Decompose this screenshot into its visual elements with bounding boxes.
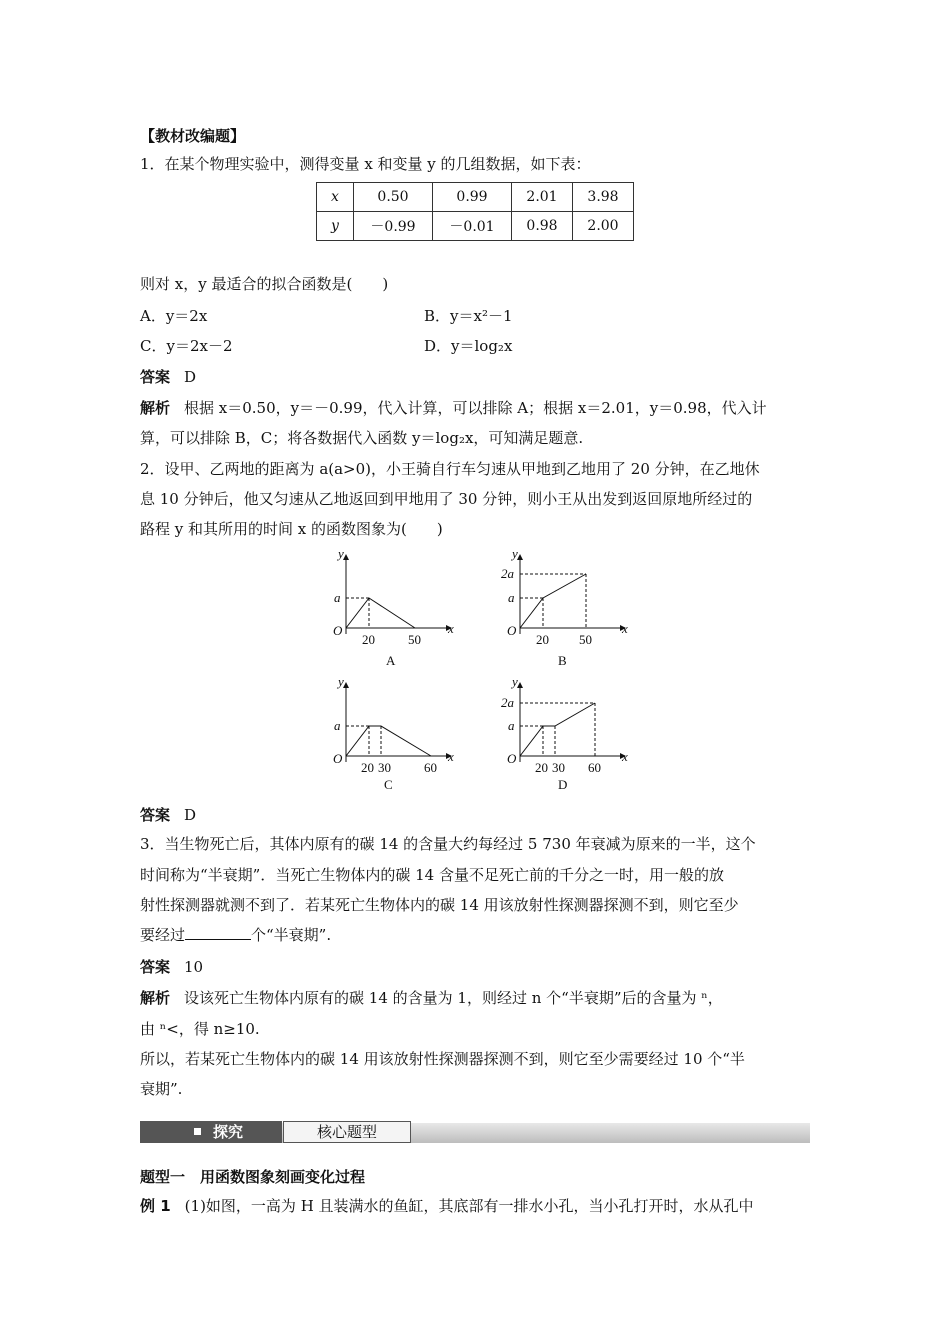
type1-title: 题型一 用函数图象刻画变化过程 <box>140 1168 366 1186</box>
example-text: (1)如图，一高为 H 且装满水的鱼缸，其底部有一排水小孔，当小孔打开时，水从孔中 <box>184 1197 754 1215</box>
x-tick-label: 60 <box>588 760 601 775</box>
q1-option-c: C．y＝2x－2 <box>140 337 233 355</box>
q3-analysis-line2: 由 ⁿ<，得 n≥10. <box>140 1020 260 1038</box>
x-tick-label: 50 <box>579 632 592 647</box>
table-cell: －0.01 <box>433 212 512 241</box>
q1-analysis-line1 <box>140 398 767 418</box>
banner-right: 核心题型 <box>283 1121 411 1143</box>
banner-left-label: 探究 <box>213 1123 244 1141</box>
q3-line3: 射性探测器就测不到了．若某死亡生物体内的碳 14 用该放射性探测器探测不到，则它至少 <box>140 896 739 914</box>
q1-option-b: B．y＝x²－1 <box>424 307 513 325</box>
q3-line2: 时间称为“半衰期”．当死亡生物体内的碳 14 含量不足死亡前的千分之一时，用一般的放 <box>140 866 724 884</box>
origin-label: O <box>507 751 517 766</box>
q2-line3: 路程 y 和其所用的时间 x 的函数图象为( ) <box>140 520 443 538</box>
answer-label: 答案 <box>140 368 171 386</box>
analysis-label: 解析 <box>140 399 171 417</box>
y-axis-arrow <box>517 682 523 688</box>
graph-caption: C <box>384 777 393 792</box>
analysis-text: 根据 x＝0.50，y＝－0.99，代入计算，可以排除 A；根据 x＝2.01，y＝0.98，代入计 <box>184 399 767 417</box>
graph-caption: B <box>558 653 567 668</box>
banner-left <box>140 1121 282 1143</box>
table-header-y: y <box>331 218 339 234</box>
y-axis-arrow <box>343 554 349 560</box>
origin-label: O <box>333 623 343 638</box>
table-cell: 2.01 <box>512 183 573 212</box>
graph-a <box>318 548 458 673</box>
example-label: 例 1 <box>140 1197 171 1215</box>
q1-analysis-line2: 算，可以排除 B，C；将各数据代入函数 y＝log₂x，可知满足题意. <box>140 429 584 447</box>
table-cell: －0.99 <box>354 212 433 241</box>
q2-line1: 2．设甲、乙两地的距离为 a(a>0)，小王骑自行车匀速从甲地到乙地用了 20 分钟，在乙地休 <box>140 460 760 478</box>
table-row <box>317 212 634 241</box>
table-cell: 0.99 <box>433 183 512 212</box>
x-tick-label: 20 <box>362 632 375 647</box>
origin-label: O <box>333 751 343 766</box>
y-tick-label: a <box>508 590 515 605</box>
y-tick-label: a <box>334 718 341 733</box>
y-tick-label: a <box>334 590 341 605</box>
x-tick-label: 30 <box>378 760 391 775</box>
table-cell: 3.98 <box>573 183 634 212</box>
x-axis-label: x <box>448 621 454 636</box>
q1-answer <box>140 367 196 387</box>
answer-value: 10 <box>184 958 204 976</box>
table-cell: 2.00 <box>573 212 634 241</box>
x-axis-label: x <box>448 749 454 764</box>
x-axis-label: x <box>622 621 628 636</box>
q3-analysis-line1 <box>140 988 723 1008</box>
q1-ask: 则对 x，y 最适合的拟合函数是( ) <box>140 275 389 293</box>
graph-a-curve <box>346 598 415 628</box>
table-row <box>317 183 634 212</box>
q1-stem: 1．在某个物理实验中，测得变量 x 和变量 y 的几组数据，如下表： <box>140 155 591 173</box>
y-axis-label: y <box>338 676 344 689</box>
origin-label: O <box>507 623 517 638</box>
q3-analysis-line4: 衰期”. <box>140 1080 183 1098</box>
y-tick-label: 2a <box>501 695 514 710</box>
x-tick-label: 20 <box>536 632 549 647</box>
x-tick-label: 20 <box>535 760 548 775</box>
answer-blank[interactable] <box>185 925 251 940</box>
example1 <box>140 1196 754 1216</box>
y-tick-label: 2a <box>501 566 514 581</box>
x-tick-label: 20 <box>361 760 374 775</box>
answer-value: D <box>184 806 197 824</box>
x-axis-label: x <box>622 749 628 764</box>
graph-caption: A <box>386 653 396 668</box>
analysis-text: 设该死亡生物体内原有的碳 14 的含量为 1，则经过 n 个“半衰期”后的含量为 ⁿ， <box>184 989 723 1007</box>
q3-answer <box>140 957 203 977</box>
q1-data-table <box>316 182 634 241</box>
q1-option-a: A．y＝2x <box>140 307 208 325</box>
y-axis-arrow <box>343 682 349 688</box>
table-header-x: x <box>331 189 339 205</box>
square-bullet-icon <box>194 1128 201 1135</box>
q3-line4 <box>140 925 331 945</box>
q2-answer <box>140 805 196 825</box>
graph-c-curve <box>346 726 431 756</box>
section-banner <box>140 1119 810 1145</box>
graph-d <box>492 676 632 801</box>
y-tick-label: a <box>508 718 515 733</box>
q3-line1: 3．当生物死亡后，其体内原有的碳 14 的含量大约每经过 5 730 年衰减为原来的一半，这个 <box>140 835 756 853</box>
graph-d-curve <box>520 703 595 756</box>
answer-label: 答案 <box>140 958 171 976</box>
analysis-label: 解析 <box>140 989 171 1007</box>
q2-line2: 息 10 分钟后，他又匀速从乙地返回到甲地用了 30 分钟，则小王从出发到返回原地所经过的 <box>140 490 753 508</box>
q3-line4-post: 个“半衰期”. <box>251 926 332 944</box>
answer-value: D <box>184 368 197 386</box>
x-tick-label: 60 <box>424 760 437 775</box>
graph-c <box>318 676 458 801</box>
x-tick-label: 30 <box>552 760 565 775</box>
table-cell: 0.98 <box>512 212 573 241</box>
table-cell: 0.50 <box>354 183 433 212</box>
y-axis-arrow <box>517 554 523 560</box>
q1-option-d: D．y＝log₂x <box>424 337 513 355</box>
section-header: 【教材改编题】 <box>140 127 246 145</box>
y-axis-label: y <box>338 548 344 561</box>
q3-line4-pre: 要经过 <box>140 926 186 944</box>
graph-b-curve <box>520 574 586 628</box>
answer-label: 答案 <box>140 806 171 824</box>
graph-b <box>492 548 632 673</box>
graph-caption: D <box>558 777 568 792</box>
y-axis-label: y <box>512 676 518 689</box>
x-tick-label: 50 <box>408 632 421 647</box>
y-axis-label: y <box>512 548 518 561</box>
q3-analysis-line3: 所以，若某死亡生物体内的碳 14 用该放射性探测器探测不到，则它至少需要经过 10 个“半 <box>140 1050 745 1068</box>
